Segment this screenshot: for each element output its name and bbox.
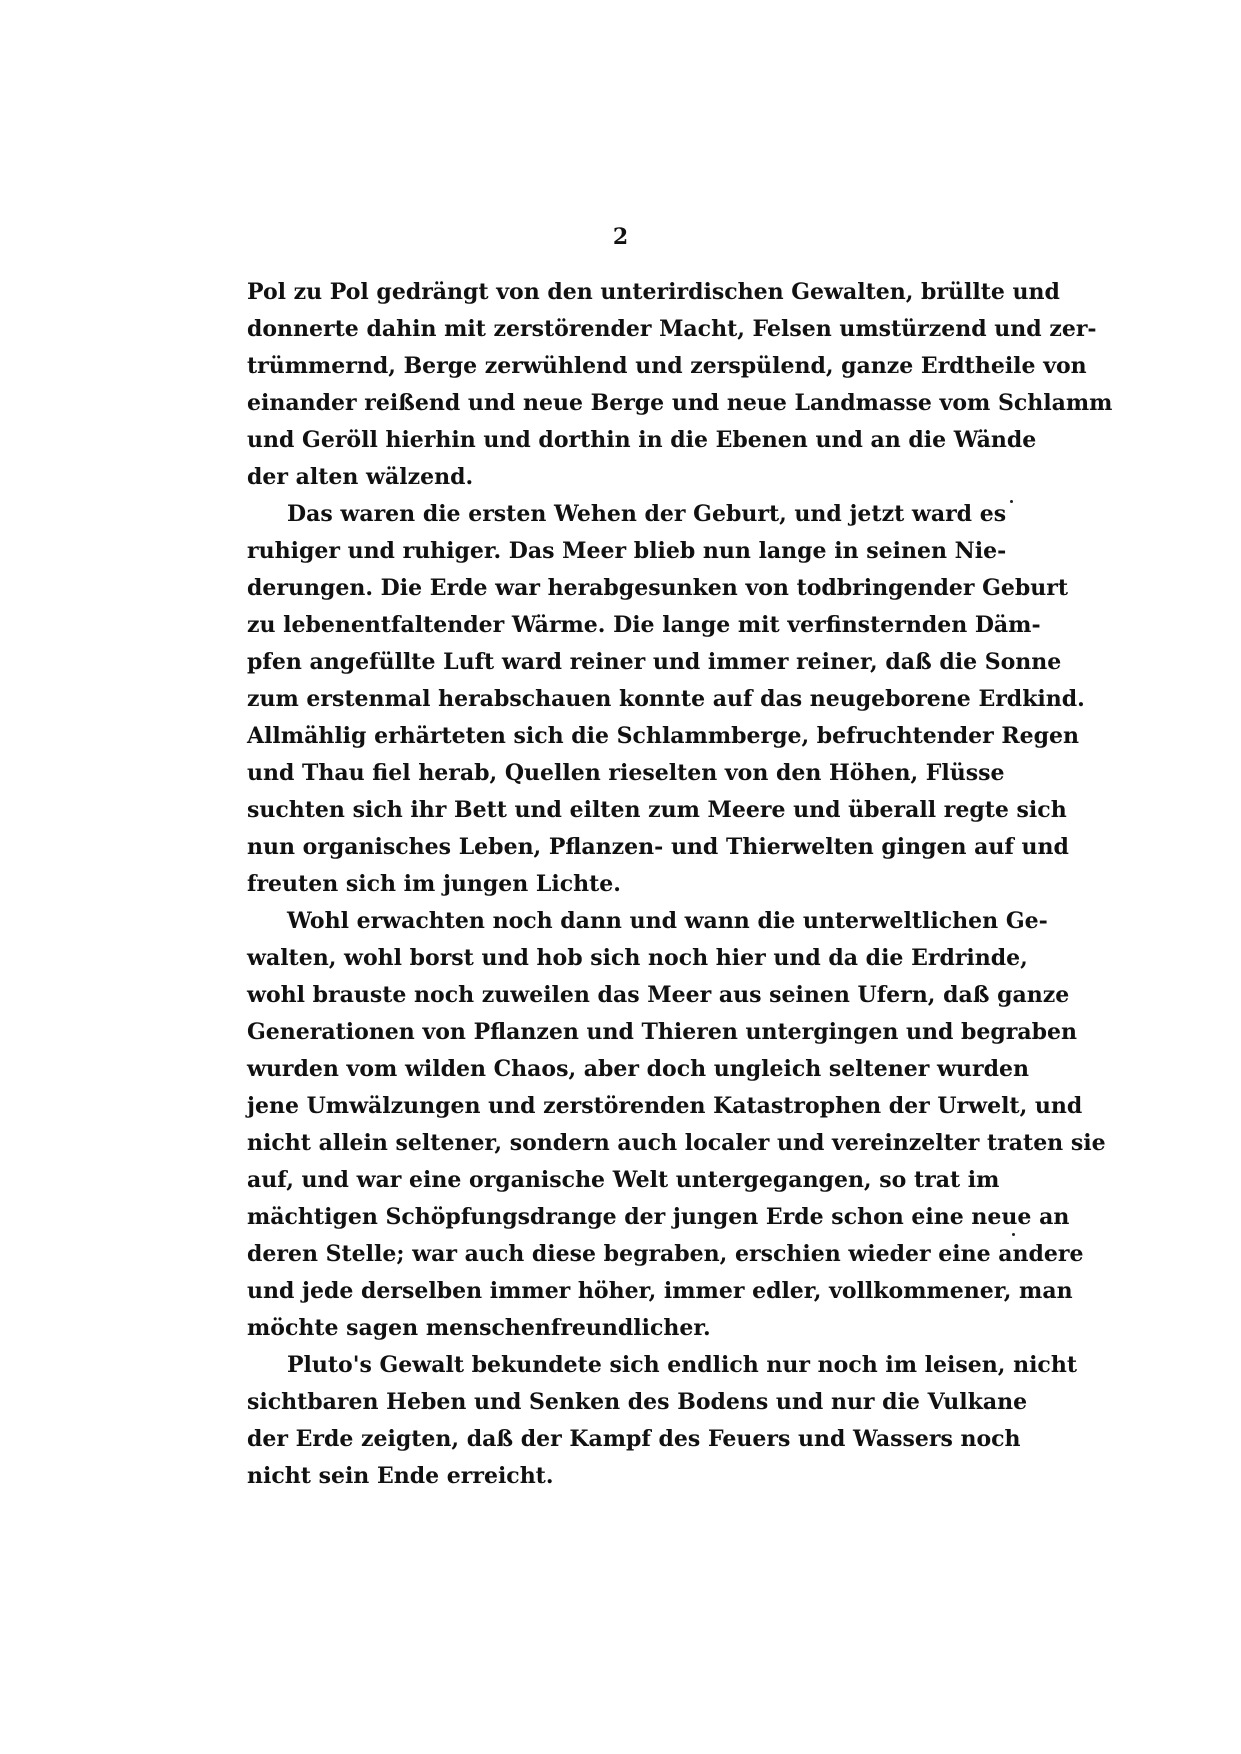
text-line: Generationen von Pflanzen und Thieren untergingen und begraben	[247, 1019, 1078, 1045]
text-line: donnerte dahin mit zerstörender Macht, Felsen umstürzend und zer-	[247, 316, 1097, 342]
text-line: Pol zu Pol gedrängt von den unterirdischen Gewalten, brüllte und	[247, 279, 1060, 305]
text-line: wohl brauste noch zuweilen das Meer aus seinen Ufern, daß ganze	[247, 982, 1070, 1008]
text-line: freuten sich im jungen Lichte.	[247, 871, 621, 897]
text-line: und Thau fiel herab, Quellen rieselten von den Höhen, Flüsse	[247, 760, 1005, 786]
text-line: möchte sagen menschenfreundlicher.	[247, 1315, 711, 1341]
text-line: der alten wälzend.	[247, 464, 474, 490]
text-line: trümmernd, Berge zerwühlend und zerspülend, ganze Erdtheile von	[247, 353, 1087, 379]
text-line: sichtbaren Heben und Senken des Bodens und nur die Vulkane	[247, 1389, 1028, 1415]
text-line: deren Stelle; war auch diese begraben, erschien wieder eine andere	[247, 1241, 1084, 1267]
text-line: walten, wohl borst und hob sich noch hier und da die Erdrinde,	[247, 945, 1028, 971]
text-line: und jede derselben immer höher, immer edler, vollkommener, man	[247, 1278, 1073, 1304]
text-line: Pluto's Gewalt bekundete sich endlich nur noch im leisen, nicht	[287, 1352, 1077, 1378]
text-line: Allmählig erhärteten sich die Schlammberge, befruchtender Regen	[247, 723, 1080, 749]
text-line: auf, und war eine organische Welt untergegangen, so trat im	[247, 1167, 1000, 1193]
text-line: nicht allein seltener, sondern auch localer und vereinzelter traten sie	[247, 1130, 1106, 1156]
text-line: der Erde zeigten, daß der Kampf des Feuers und Wassers noch	[247, 1426, 1021, 1452]
print-speck	[1012, 1233, 1015, 1236]
text-line: derungen. Die Erde war herabgesunken von todbringender Geburt	[247, 575, 1069, 601]
text-line: suchten sich ihr Bett und eilten zum Meere und überall regte sich	[247, 797, 1067, 823]
print-speck	[1010, 500, 1013, 503]
text-line: nun organisches Leben, Pflanzen- und Thierwelten gingen auf und	[247, 834, 1069, 860]
text-line: zu lebenentfaltender Wärme. Die lange mit verfinsternden Däm-	[247, 612, 1041, 638]
text-line: pfen angefüllte Luft ward reiner und immer reiner, daß die Sonne	[247, 649, 1062, 675]
page-number: 2	[612, 224, 629, 250]
text-line: nicht sein Ende erreicht.	[247, 1463, 554, 1489]
text-line: ruhiger und ruhiger. Das Meer blieb nun lange in seinen Nie-	[247, 538, 1007, 564]
text-line: einander reißend und neue Berge und neue Landmasse vom Schlamm	[247, 390, 1113, 416]
body-text	[247, 274, 1113, 1495]
text-line: Das waren die ersten Wehen der Geburt, und jetzt ward es	[287, 501, 1007, 527]
text-line: Wohl erwachten noch dann und wann die unterweltlichen Ge-	[287, 908, 1048, 934]
text-line: zum erstenmal herabschauen konnte auf das neugeborene Erdkind.	[247, 686, 1085, 712]
text-line: mächtigen Schöpfungsdrange der jungen Erde schon eine neue an	[247, 1204, 1070, 1230]
text-line: und Geröll hierhin und dorthin in die Ebenen und an die Wände	[247, 427, 1037, 453]
text-line: wurden vom wilden Chaos, aber doch ungleich seltener wurden	[247, 1056, 1029, 1082]
text-line: jene Umwälzungen und zerstörenden Katastrophen der Urwelt, und	[247, 1093, 1083, 1119]
